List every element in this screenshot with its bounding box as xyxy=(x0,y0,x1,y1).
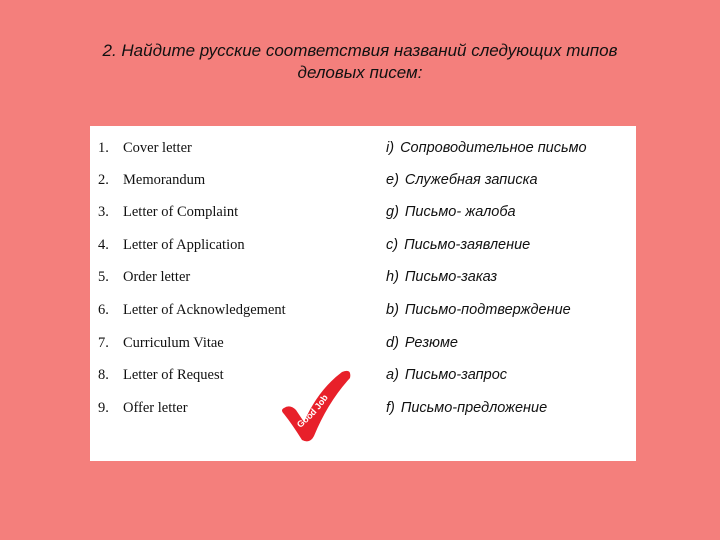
russian-term xyxy=(386,367,507,383)
checkmark-icon xyxy=(280,370,356,444)
russian-term xyxy=(386,204,516,220)
title-line-1: 2. Найдите русские соответствия названий следующих типов xyxy=(102,41,618,60)
russian-term xyxy=(386,302,571,318)
row-number: 3. xyxy=(98,204,109,220)
row-number: 1. xyxy=(98,140,109,156)
table-row xyxy=(90,400,636,424)
row-number: 5. xyxy=(98,269,109,285)
russian-label: Письмо-заявление xyxy=(404,237,531,253)
russian-term xyxy=(386,172,538,188)
english-term xyxy=(98,140,192,157)
page-title xyxy=(40,40,680,84)
row-number: 9. xyxy=(98,400,109,416)
answer-letter: a) xyxy=(386,367,399,383)
russian-label: Письмо-предложение xyxy=(400,400,548,416)
english-label: Curriculum Vitae xyxy=(123,335,224,351)
russian-label: Письмо- жалоба xyxy=(404,204,516,220)
matching-table xyxy=(90,126,636,461)
good-job-badge xyxy=(280,370,356,444)
table-row xyxy=(90,269,636,293)
table-row xyxy=(90,335,636,359)
table-row xyxy=(90,367,636,391)
russian-label: Резюме xyxy=(404,335,458,351)
answer-letter: b) xyxy=(386,302,399,318)
english-label: Letter of Application xyxy=(123,237,245,253)
title-line-2: деловых писем: xyxy=(297,63,423,82)
table-row xyxy=(90,204,636,228)
russian-term xyxy=(386,269,497,285)
row-number: 4. xyxy=(98,237,109,253)
russian-term xyxy=(386,237,530,253)
english-term xyxy=(98,367,224,384)
russian-label: Служебная записка xyxy=(404,172,538,188)
table-row xyxy=(90,172,636,196)
russian-label: Сопроводительное письмо xyxy=(400,140,587,156)
answer-letter: i) xyxy=(386,140,395,156)
table-row xyxy=(90,140,636,164)
english-label: Offer letter xyxy=(123,400,188,416)
answer-letter: g) xyxy=(386,204,399,220)
row-number: 8. xyxy=(98,367,109,383)
english-term xyxy=(98,237,245,254)
answer-letter: h) xyxy=(386,269,399,285)
english-term xyxy=(98,335,224,352)
english-term xyxy=(98,172,205,189)
russian-label: Письмо-подтверждение xyxy=(404,302,571,318)
english-label: Letter of Complaint xyxy=(123,204,239,220)
english-term xyxy=(98,400,188,417)
russian-term xyxy=(386,400,547,416)
english-label: Letter of Request xyxy=(123,367,224,383)
badge-text: Good Job xyxy=(294,392,330,430)
table-row xyxy=(90,302,636,326)
row-number: 6. xyxy=(98,302,109,318)
answer-letter: f) xyxy=(386,400,395,416)
english-label: Cover letter xyxy=(123,140,192,156)
russian-label: Письмо-заказ xyxy=(404,269,498,285)
table-row xyxy=(90,237,636,261)
english-label: Order letter xyxy=(123,269,191,285)
english-term xyxy=(98,269,190,286)
russian-term xyxy=(386,140,587,156)
english-label: Letter of Acknowledgement xyxy=(123,302,286,318)
english-term xyxy=(98,302,286,319)
russian-label: Письмо-запрос xyxy=(404,367,508,383)
row-number: 2. xyxy=(98,172,109,188)
row-number: 7. xyxy=(98,335,109,351)
english-label: Memorandum xyxy=(123,172,206,188)
answer-letter: c) xyxy=(386,237,399,253)
answer-letter: d) xyxy=(386,335,399,351)
english-term xyxy=(98,204,238,221)
russian-term xyxy=(386,335,458,351)
answer-letter: e) xyxy=(386,172,399,188)
